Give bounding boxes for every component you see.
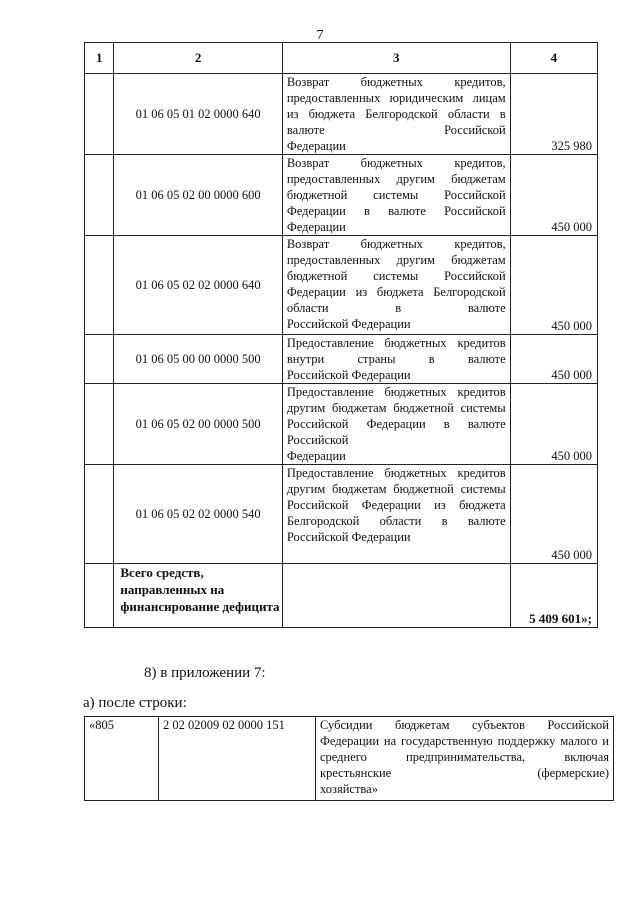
row-number-cell [85,384,114,465]
row-number-cell [85,74,114,155]
budget-table [84,42,598,628]
row-number-cell [85,236,114,335]
row-number-cell [85,465,114,564]
row-code: 01 06 05 02 00 0000 600 [114,155,282,236]
row-description: Предоставление бюджетных кредитов другим бюджетам бюджетной системы Российской Федерации из бюджета Белгородской области в валюте Российской Федерации [282,465,510,564]
table-row [85,74,598,155]
row-amount: 450 000 [510,155,597,236]
total-label: Всего средств, направленных на финансирование дефицита [114,564,282,628]
paragraph-a: а) после строки: [83,695,187,711]
row-amount: 450 000 [510,335,597,384]
row-amount: 450 000 [510,236,597,335]
table-header-row [85,43,598,74]
row-amount: 450 000 [510,465,597,564]
table-row [85,465,598,564]
table-row [85,384,598,465]
header-col-1: 1 [85,43,114,74]
total-description [282,564,510,628]
row-number-cell [85,155,114,236]
row-code: 01 06 05 02 02 0000 540 [114,465,282,564]
row-description: Предоставление бюджетных кредитов внутри страны в валюте Российской Федерации [282,335,510,384]
row-code: 01 06 05 02 00 0000 500 [114,384,282,465]
row-description: Предоставление бюджетных кредитов другим бюджетам бюджетной системы Российской Федерации в валюте Российской Федерации [282,384,510,465]
table-row [85,335,598,384]
appendix-code: «805 [85,717,159,801]
table-row [85,717,614,801]
row-code: 01 06 05 00 00 0000 500 [114,335,282,384]
row-description: Возврат бюджетных кредитов, предоставленных юридическим лицам из бюджета Белгородской области в валюте Российской Федерации [282,74,510,155]
row-amount: 450 000 [510,384,597,465]
appendix-classification: 2 02 02009 02 0000 151 [159,717,316,801]
page-number: 7 [316,28,324,43]
row-code: 01 06 05 01 02 0000 640 [114,74,282,155]
row-description: Возврат бюджетных кредитов, предоставленных другим бюджетам бюджетной системы Российской Федерации из бюджета Белгородской области в валюте Российской Федерации [282,236,510,335]
row-number-cell [85,335,114,384]
total-row [85,564,598,628]
row-code: 01 06 05 02 02 0000 640 [114,236,282,335]
appendix-description: Субсидии бюджетам субъектов Российской Федерации на государственную поддержку малого и среднего предпринимательства, включая крестьянские (фермерские) хозяйства» [316,717,614,801]
paragraph-8: 8) в приложении 7: [144,665,266,681]
appendix-table [84,716,614,801]
row-description: Возврат бюджетных кредитов, предоставленных другим бюджетам бюджетной системы Российской Федерации в валюте Российской Федерации [282,155,510,236]
header-col-2: 2 [114,43,282,74]
table-row [85,236,598,335]
header-col-4: 4 [510,43,597,74]
table-row [85,155,598,236]
row-amount: 325 980 [510,74,597,155]
header-col-3: 3 [282,43,510,74]
row-number-cell [85,564,114,628]
total-amount: 5 409 601»; [510,564,597,628]
